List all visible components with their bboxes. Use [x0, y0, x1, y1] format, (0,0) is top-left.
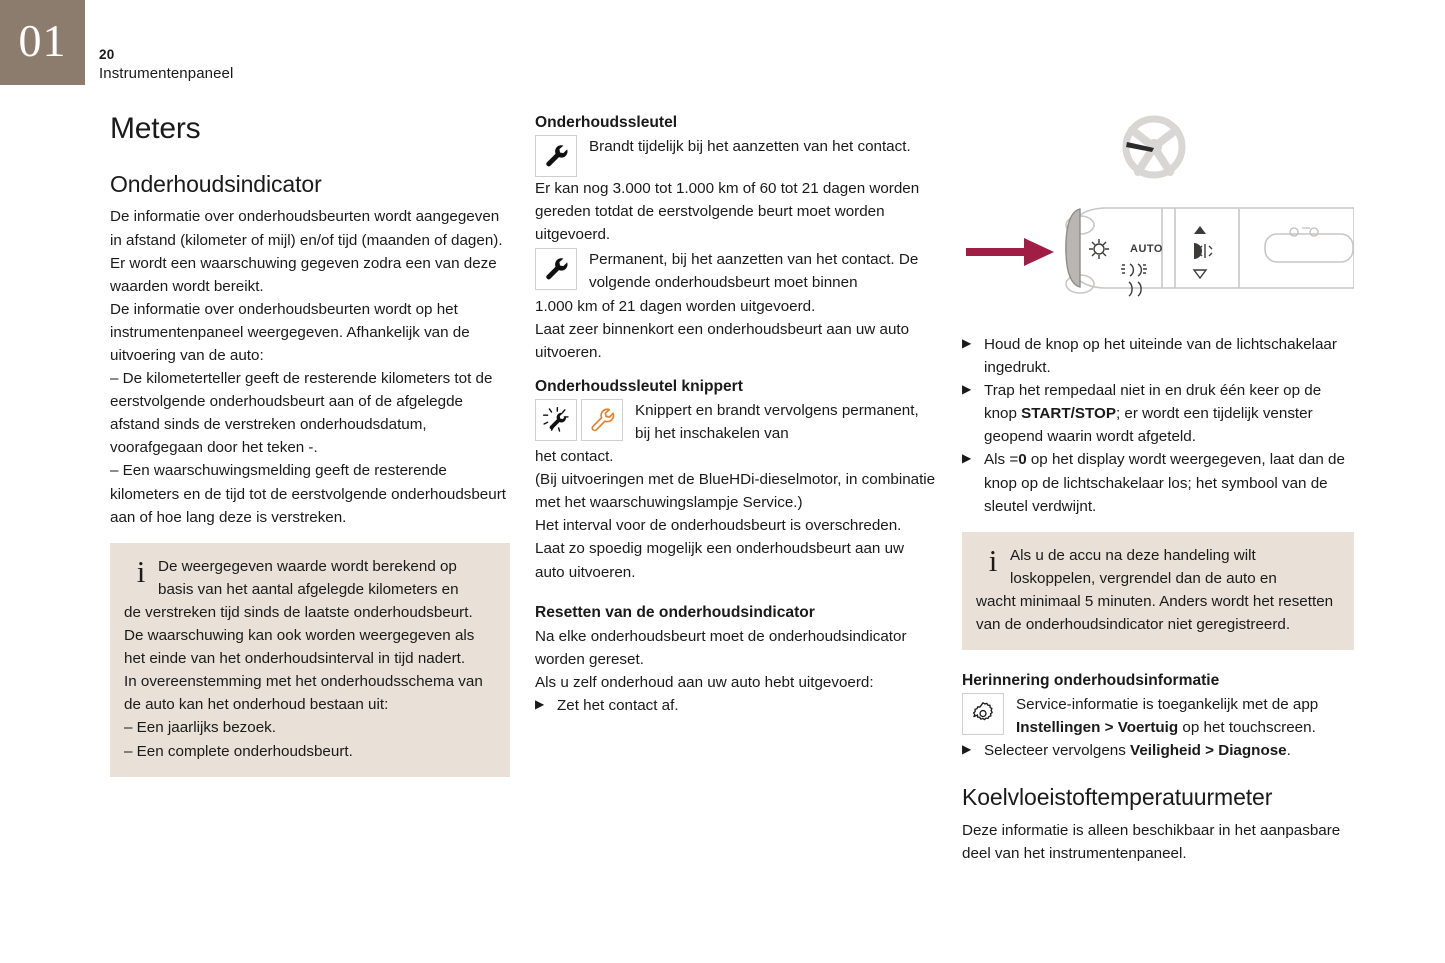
section-title: Instrumentenpaneel: [99, 64, 234, 82]
blinking-wrench-description: Knippert en brandt vervolgens permanent, bij het inschakelen van: [635, 401, 919, 442]
paragraph: De informatie over onderhoudsbeurten wordt op het instrumentenpaneel weergegeven. Afhankelijk van de uitvoering van de auto:: [110, 300, 470, 364]
text-bold: START/STOP: [1021, 405, 1116, 423]
triangle-bullet-icon: ▶: [962, 451, 972, 466]
paragraph: Laat zo spoedig mogelijk een onderhoudsbeurt aan uw auto uitvoeren.: [535, 540, 904, 581]
paragraph: Laat zeer binnenkort een onderhoudsbeurt aan uw auto uitvoeren.: [535, 320, 910, 361]
info-note-paragraph: de verstreken tijd sinds de laatste onderhoudsbeurt.: [124, 603, 473, 621]
chapter-number-label: 01: [18, 14, 67, 66]
heading-onderhoudssleutel-knippert: Onderhoudssleutel knippert: [535, 377, 743, 395]
paragraph: Het interval voor de onderhoudsbeurt is overschreden.: [535, 517, 902, 535]
text-pre: Selecteer vervolgens: [984, 742, 1131, 760]
list-item: – Een waarschuwingsmelding geeft de resterende kilometers en de tijd tot de eerstvolgende onderhoudsbeurt aan of hoe lang deze is verstreken.: [110, 462, 506, 526]
svg-text:AUTO: AUTO: [1130, 243, 1163, 255]
heading-herinnering: Herinnering onderhoudsinformatie: [962, 672, 1220, 690]
column-right: [962, 112, 1354, 865]
text-post: op het touchscreen.: [1178, 719, 1316, 737]
paragraph: Na elke onderhoudsbeurt moet de onderhoudsindicator worden gereset.: [535, 627, 907, 668]
list-item: [962, 739, 1354, 762]
list-item: [962, 379, 1354, 448]
light-stalk-illustration: [962, 112, 1354, 327]
info-i-icon: i: [136, 553, 146, 589]
list-item: – Een complete onderhoudsbeurt.: [124, 742, 353, 760]
red-arrow-icon: [966, 238, 1054, 266]
wrench-icon-description: Permanent, bij het aanzetten van het contact. De volgende onderhoudsbeurt moet binnen: [589, 251, 919, 292]
subsection-title-koelvloeistof: Koelvloeistoftemperatuurmeter: [962, 784, 1273, 811]
info-note-paragraph: De waarschuwing kan ook worden weergegeven als het einde van het onderhoudsinterval in tijd nadert.: [124, 627, 475, 668]
heading-onderhoudssleutel: Onderhoudssleutel: [535, 114, 678, 131]
triangle-bullet-icon: ▶: [962, 336, 972, 350]
paragraph: Deze informatie is alleen beschikbaar in het aanpasbare deel van het instrumentenpaneel.: [962, 821, 1341, 862]
info-note-box: [110, 543, 510, 777]
text-pre: Trap het rempedaal niet in en druk één keer op de knop: [984, 382, 1322, 423]
list-item-label: Zet het contact af.: [557, 696, 679, 714]
list-item: [962, 448, 1354, 517]
chapter-number-badge: [0, 0, 85, 85]
page-header: [99, 47, 233, 83]
icon-text-row: [535, 135, 937, 177]
wrench-blinking-icon: [535, 399, 577, 441]
info-note-box: [962, 532, 1354, 650]
list-item-label: [984, 379, 1354, 448]
info-i-icon: i: [988, 542, 998, 578]
list-item: – Een jaarlijks bezoek.: [124, 719, 276, 737]
heading-resetten: Resetten van de onderhoudsindicator: [535, 603, 815, 621]
paragraph: De informatie over onderhoudsbeurten wordt aangegeven in afstand (kilometer of mijl) en/of tijd (maanden of dagen).: [110, 208, 503, 249]
paragraph: het contact.: [535, 448, 614, 466]
list-item-label: [984, 448, 1354, 517]
steering-wheel-icon: [1126, 119, 1182, 175]
paragraph: (Bij uitvoeringen met de BlueHDi-dieselmotor, in combinatie met het waarschuwingslampje Service.): [535, 471, 936, 512]
info-note-lead: De weergegeven waarde wordt berekend op basis van het aantal afgelegde kilometers en: [158, 557, 459, 598]
gear-icon-description: [1008, 693, 1354, 739]
text-bold: Instellingen > Voertuig: [1016, 719, 1179, 737]
icon-text-row: [535, 399, 937, 445]
page-title: Meters: [110, 112, 201, 145]
paragraph: Als u zelf onderhoud aan uw auto hebt uitgevoerd:: [535, 673, 874, 691]
text-pre: Service-informatie is toegankelijk met de app: [1016, 696, 1319, 714]
list-item: – De kilometerteller geeft de resterende kilometers tot de eerstvolgende onderhoudsbeurt aan of de afgelegde afstand sinds de verstreken onderhoudsdatum, voorafgegaan door het teken -.: [110, 370, 493, 457]
list-item: [962, 333, 1354, 379]
text-post: op het display wordt weergegeven, laat dan de knop op de lichtschakelaar los; het symbool van de sleutel verdwijnt.: [984, 451, 1345, 515]
paragraph: Er kan nog 3.000 tot 1.000 km of 60 tot 21 dagen worden gereden totdat de eerstvolgende beurt moet worden uitgevoerd.: [535, 180, 920, 244]
icon-text-row: [535, 248, 937, 294]
paragraph: Er wordt een waarschuwing gegeven zodra een van deze waarden wordt bereikt.: [110, 254, 497, 295]
gear-icon: [962, 693, 1004, 735]
list-item: [535, 694, 937, 717]
list-item-label: [984, 739, 1354, 762]
page-number: 20: [99, 47, 115, 62]
wrench-icon: [535, 135, 577, 177]
info-note-paragraph: wacht minimaal 5 minuten. Anders wordt het resetten van de onderhoudsindicator niet geregistreerd.: [976, 592, 1334, 634]
column-middle: [535, 112, 937, 717]
wrench-orange-icon: [581, 399, 623, 441]
list-item-label: Houd de knop op het uiteinde van de lichtschakelaar ingedrukt.: [984, 336, 1337, 377]
text-bold: Veiligheid > Diagnose: [1130, 742, 1287, 760]
wrench-icon-description: Brandt tijdelijk bij het aanzetten van het contact.: [589, 138, 911, 156]
triangle-bullet-icon: ▶: [962, 742, 972, 757]
icon-text-row: [962, 693, 1354, 739]
triangle-bullet-icon: ▶: [962, 382, 972, 397]
info-note-lead: Als u de accu na deze handeling wilt loskoppelen, vergrendel dan de auto en: [1010, 546, 1277, 587]
subsection-title-onderhoudsindicator: Onderhoudsindicator: [110, 171, 322, 197]
column-left: [110, 112, 510, 777]
text-post: ; er wordt een tijdelijk venster geopend waarin wordt afgeteld.: [984, 405, 1313, 446]
paragraph: 1.000 km of 21 dagen worden uitgevoerd.: [535, 297, 816, 315]
info-note-paragraph: In overeenstemming met het onderhoudsschema van de auto kan het onderhoud bestaan uit:: [124, 673, 483, 714]
triangle-bullet-icon: ▶: [535, 696, 545, 711]
text-bold: 0: [1018, 451, 1027, 469]
wrench-icon: [535, 248, 577, 290]
text-post: .: [1286, 742, 1291, 760]
text-pre: Als =: [984, 451, 1019, 469]
